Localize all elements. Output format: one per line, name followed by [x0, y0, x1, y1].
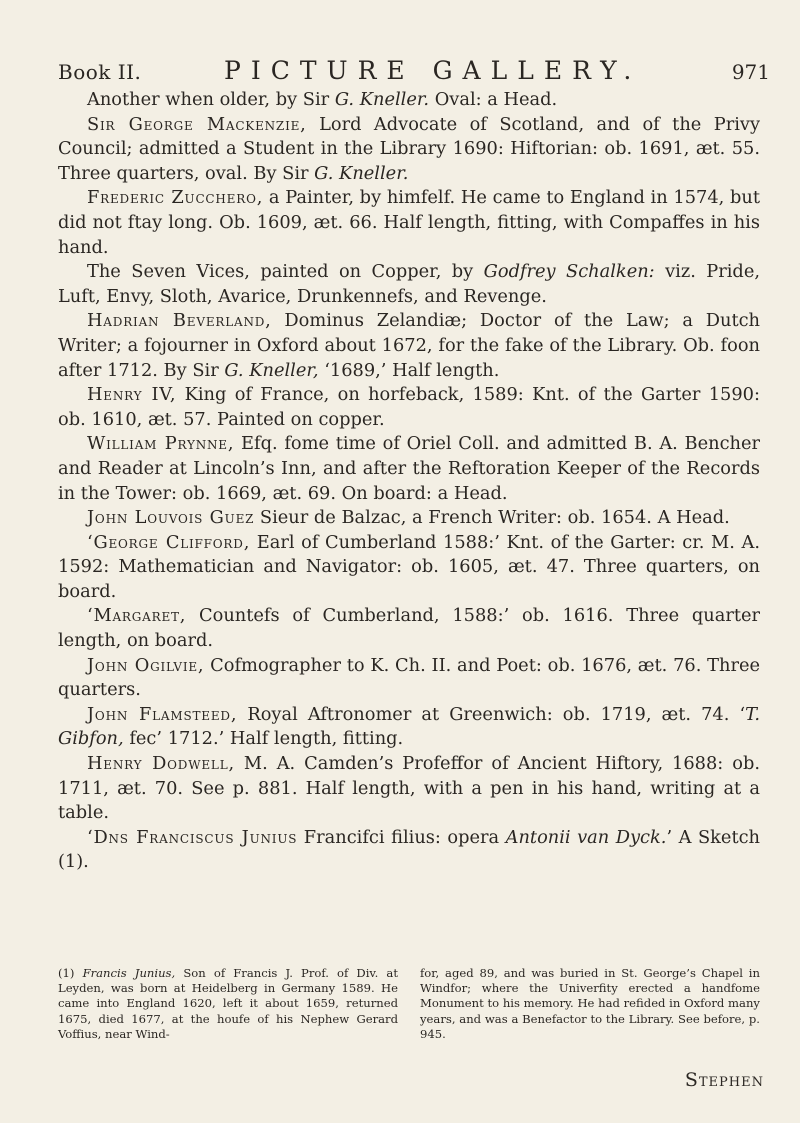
entry-10: John Ogilvie, Cofmographer to K. Ch. II. and Poet: ob. 1676, æt. 76. Three quarters. — [58, 654, 760, 701]
running-title: PICTURE GALLERY. — [224, 56, 642, 85]
entry-2: Frederic Zucchero, a Painter, by himfelf. He came to England in 1574, but did not ftay long. Ob. 1609, æt. 66. Half length, fitting, with Compaffes in his hand. — [58, 187, 760, 258]
sitter-name: Sir George Mackenzie, — [87, 113, 307, 135]
entry-4: Hadrian Beverland, Dominus Zelandiæ; Doctor of the Law; a Dutch Writer; a fojourner in Oxford about 1672, for the fake of the Library. Ob. foon after 1712. By Sir G. Kneller, ‘1689,’ Half length. — [58, 310, 761, 381]
sitter-name: Henry IV, — [87, 384, 177, 406]
sitter-name: Henry Dodwell, — [87, 753, 235, 775]
footnote — [58, 966, 760, 1042]
catalogue-entries — [58, 88, 760, 875]
entry-6: William Prynne, Efq. fome time of Oriel Coll. and admitted B. A. Bencher and Reader at Lincoln’s Inn, and after the Reftoration Keeper of the Records in the Tower: ob. 1669, æt. 69. On board: a Head. — [58, 433, 761, 504]
entry-0: Another when older, by Sir G. Kneller. Oval: a Head. — [87, 89, 558, 110]
sitter-name: John Flamsteed, — [87, 703, 238, 725]
entry-9: ‘Margaret, Countefs of Cumberland, 1588:’ ob. 1616. Three quarter length, on board. — [58, 605, 760, 652]
catchword: Stephen — [684, 1069, 764, 1091]
entry-8: ‘George Clifford, Earl of Cumberland 1588:’ Knt. of the Garter: cr. M. A. 1592: Mathematician and Navigator: ob. 1605, æt. 47. Three quarters, on board. — [58, 531, 761, 602]
entry-5: Henry IV, King of France, on horfeback, 1589: Knt. of the Garter 1590: ob. 1610, æt. 57. Painted on copper. — [58, 384, 760, 430]
sitter-name: William Prynne, — [87, 433, 235, 455]
sitter-name: ‘Dns Franciscus Junius — [87, 826, 298, 848]
book-label: Book II. — [58, 60, 142, 84]
page-number: 971 — [731, 60, 770, 84]
entry-3: The Seven Vices, painted on Copper, by Godfrey Schalken: viz. Pride, Luft, Envy, Sloth, Avarice, Drunkennefs, and Revenge. — [58, 261, 760, 307]
entry-12: Henry Dodwell, M. A. Camden’s Profeffor of Ancient Hiftory, 1688: ob. 1711, æt. 70. See p. 881. Half length, with a pen in his hand, writing at a table. — [58, 753, 760, 824]
sitter-name: Frederic Zucchero, — [87, 187, 264, 209]
sitter-name: Hadrian Beverland, — [87, 310, 272, 332]
entry-11: John Flamsteed, Royal Aftronomer at Greenwich: ob. 1719, æt. 74. ‘T. Gibfon, fec’ 1712.’ Half length, fitting. — [58, 703, 760, 750]
entry-7: John Louvois Guez Sieur de Balzac, a French Writer: ob. 1654. A Head. — [87, 507, 730, 529]
running-header — [58, 52, 770, 92]
footnote-column-2: for, aged 89, and was buried in St. George’s Chapel in Windfor; where the Univerfity erected a handfome Monument to his memory. He had refided in Oxford many years, and was a Benefactor to the Library. See before, p. 945. — [420, 966, 760, 1041]
sitter-name: ‘George Clifford, — [87, 531, 251, 553]
entry-1: Sir George Mackenzie, Lord Advocate of Scotland, and of the Privy Council; admitted a Student in the Library 1690: Hiftorian: ob. 1691, æt. 55. Three quarters, oval. By Sir G. Kneller. — [58, 113, 760, 184]
footnote-column-1: (1) Francis Junius, Son of Francis J. Prof. of Div. at Leyden, was born at Heidelberg in Germany 1589. He came into England 1620, left it about 1659, returned 1675, died 1677, at the houfe of his Nephew Gerard Voffius, near Wind- — [58, 966, 398, 1041]
sitter-name: John Ogilvie, — [87, 654, 205, 676]
sitter-name: ‘Margaret, — [87, 605, 187, 627]
sitter-name: John Louvois Guez — [87, 507, 255, 529]
entry-13: ‘Dns Franciscus Junius Francifci filius: opera Antonii van Dyck.’ A Sketch (1). — [58, 826, 761, 873]
